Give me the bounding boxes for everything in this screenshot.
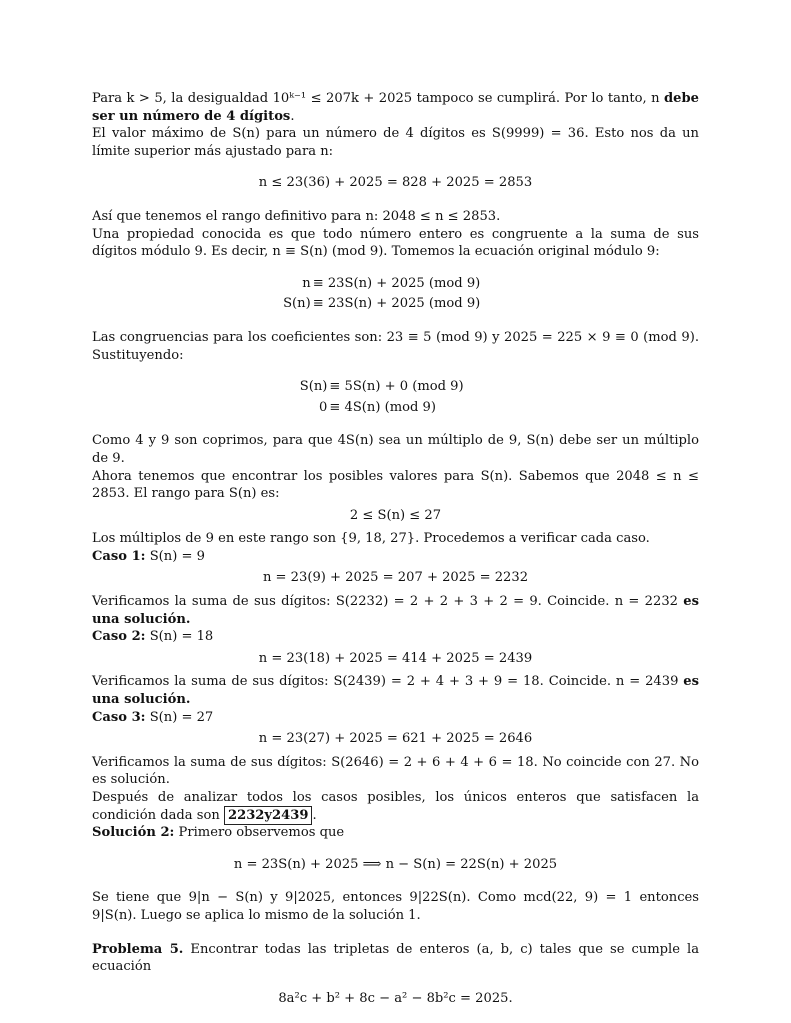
equation-lhs: S(n) (283, 296, 311, 312)
solution-2-paragraph: Se tiene que 9|n − S(n) y 9|2025, entonces 9|22S(n). Como mcd(22, 9) = 1 entonces 9|S(n). Luego se aplica lo mismo de la solución 1. (92, 890, 699, 923)
paragraph-intro: Para k > 5, la desigualdad 10ᵏ⁻¹ ≤ 207k + 2025 tampoco se cumplirá. Por lo tanto, n debe ser un número de 4 dígitos. (92, 91, 699, 124)
case-2-verification: Verificamos la suma de sus dígitos: S(2439) = 2 + 4 + 3 + 9 = 18. Coincide. n = 2439 es una solución. (92, 674, 699, 708)
equation-lhs: S(n) (299, 379, 328, 395)
paragraph-range: Así que tenemos el rango definitivo para n: 2048 ≤ n ≤ 2853. (92, 208, 501, 224)
paragraph-max-sum: El valor máximo de S(n) para un número de 4 dígitos es S(9999) = 36. Esto nos da un límite superior más ajustado para n: (92, 126, 699, 159)
equation-rhs: ≡ 23S(n) + 2025 (mod 9) (312, 296, 481, 312)
paragraph-sn-range: Ahora tenemos que encontrar los posibles valores para S(n). Sabemos que 2048 ≤ n ≤ 2853. El rango para S(n) es: (92, 468, 699, 502)
boxed-answer: 2232y2439 (224, 806, 313, 825)
equation-rhs: ≡ 23S(n) + 2025 (mod 9) (312, 275, 481, 291)
case-2-heading: Caso 2: S(n) = 18 (92, 629, 214, 645)
case-1-equation: n = 23(9) + 2025 = 207 + 2025 = 2232 (262, 570, 529, 586)
equation-sn-range: 2 ≤ S(n) ≤ 27 (349, 507, 442, 523)
paragraph-multiples: Los múltiplos de 9 en este rango son {9, 18, 27}. Procedemos a verificar cada caso. (92, 531, 650, 547)
solution-2-heading: Solución 2: Primero observemos que (92, 825, 345, 841)
equation-rhs: ≡ 5S(n) + 0 (mod 9) (329, 379, 464, 395)
problem-5-equation: 8a²c + b² + 8c − a² − 8b²c = 2025. (278, 990, 513, 1006)
document-page (92, 90, 699, 1023)
equation-lhs: 0 (319, 399, 328, 415)
case-3-heading: Caso 3: S(n) = 27 (92, 709, 214, 725)
equation-mod9-system-2 (92, 378, 699, 416)
equation-rhs: ≡ 4S(n) (mod 9) (329, 399, 436, 415)
paragraph-mod9-property: Una propiedad conocida es que todo número entero es congruente a la suma de sus dígitos módulo 9. Es decir, n ≡ S(n) (mod 9). Tomemos la ecuación original módulo 9: (92, 226, 699, 260)
paragraph-coprime: Como 4 y 9 son coprimos, para que 4S(n) sea un múltiplo de 9, S(n) debe ser un múltiplo de 9. (92, 433, 699, 466)
case-1-verification: Verificamos la suma de sus dígitos: S(2232) = 2 + 2 + 3 + 2 = 9. Coincide. n = 2232 es una solución. (92, 594, 699, 627)
case-3-verification: Verificamos la suma de sus dígitos: S(2646) = 2 + 6 + 4 + 6 = 18. No coincide con 27. No es solución. (92, 754, 699, 788)
case-1-heading: Caso 1: S(n) = 9 (92, 548, 205, 564)
bold-conclusion-4-digits: debe ser un número de 4 dígitos (92, 91, 699, 124)
problem-5-statement: Problema 5. Encontrar todas las tripletas de enteros (a, b, c) tales que se cumple la ecuación (92, 941, 699, 975)
equation-mod9-system-1 (92, 275, 699, 313)
case-3-equation: n = 23(27) + 2025 = 621 + 2025 = 2646 (258, 731, 533, 747)
solution-2-equation: n = 23S(n) + 2025 ⟹ n − S(n) = 22S(n) + 2025 (233, 856, 558, 872)
case-2-equation: n = 23(18) + 2025 = 414 + 2025 = 2439 (258, 650, 533, 666)
paragraph-conclusion: Después de analizar todos los casos posibles, los únicos enteros que satisfacen la condición dada son 2232y2439 . (92, 790, 699, 823)
paragraph-congruences: Las congruencias para los coeficientes son: 23 ≡ 5 (mod 9) y 2025 = 225 × 9 ≡ 0 (mod 9). Sustituyendo: (92, 329, 699, 363)
equation-lhs: n (302, 275, 311, 291)
equation-upper-bound: n ≤ 23(36) + 2025 = 828 + 2025 = 2853 (258, 175, 533, 191)
